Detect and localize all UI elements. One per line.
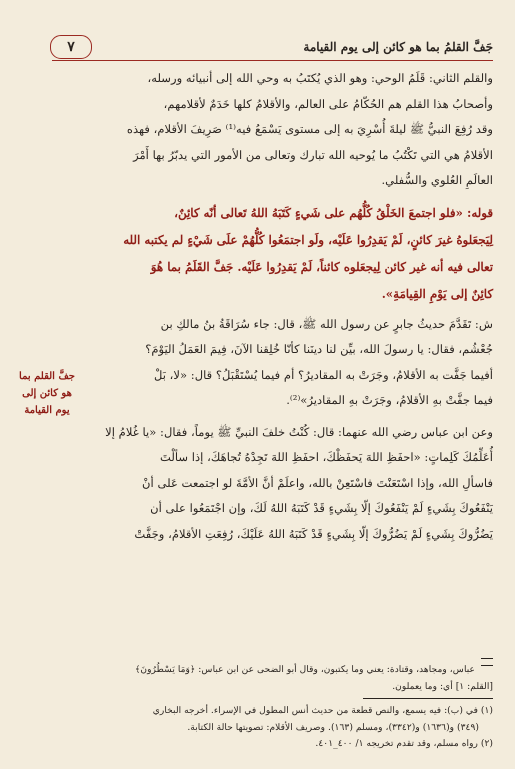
- footnote-carry-line: عباس، ومجاهد، وقتادة: يعني وما يكتبون، وقال أبو الضحى عن ابن عباس: ﴿وَمَا يَسْطُرُونَ﴾: [134, 664, 475, 675]
- text-line: العالَمِ العُلوي والسُّفلي.: [381, 173, 493, 187]
- text-line: يَضُرُّوكَ بِشَيءٍ لَمْ يَضُرُّوكَ إلّا بِشَيءٍ قَدْ كَتَبَهُ اللهُ عَلَيْكَ، رُفِعَتِ الأقلامُ، وجَفَّتْ: [134, 526, 493, 541]
- text-line: والقلم الثاني: قَلَمُ الوحي: وهو الذي يُكتَبُ به وحي الله إلى أنبيائه ورسله،: [147, 71, 493, 85]
- footnote-carry-line: [القلم: ١] أي: وما يعملون.: [392, 680, 493, 692]
- margin-heading: [8, 368, 86, 419]
- footnote-divider: [363, 698, 493, 699]
- page-header: [52, 34, 493, 61]
- footnote-line: (٢) رواه مسلم، وقد تقدم تخريجه ١/ ٤٠٠_٤٠١.: [315, 738, 493, 749]
- text-line: يَنْفَعُوكَ بِشَيءٍ لَمْ يَنْفَعُوكَ إلّا بِشَيءٍ قَدْ كَتَبَهُ اللهُ لَكَ، وإن اجْتَمَعُوا على أن: [150, 501, 493, 515]
- margin-line: هو كائن إلى: [22, 388, 72, 399]
- paragraph-second-pen: [52, 66, 493, 194]
- text-line: فيما جفَّتْ بهِ الأقلامُ، وجَرَتْ بهِ المقاديرُ»⁽²⁾.: [286, 393, 493, 407]
- text-line: وعن ابن عباس رضي الله عنهما: قال: كُنْتُ خلفَ النبيِّ ﷺ يوماً، فقال: «يا غُلامُ إلا: [105, 424, 493, 439]
- text-line: أفيما جَفَّت به الأقلامُ، وجَرَتْ به المقاديرُ؟ أم فيما يُسْتَقْبَلُ؟ قال: «لا، بَلْ: [153, 367, 493, 382]
- text-line: فاسألِ الله، وإذا اسْتَعَنْتَ فاسْتَعِنْ بالله، واعلَمْ أنَّ الأمَّةَ لو اجتمعت عَلى أنْ: [142, 475, 493, 490]
- text-line: الأقلامُ هي التي تَكْتُبُ ما يُوحيه الله تبارك وتعالى من الأمور التي يدبّرُ بها أَمْرَ: [133, 147, 493, 162]
- text-line: جُعْشُم، فقال: يا رسولَ الله، بيِّن لنا دينَنا كأنّا خُلِقنا الآنَ، فِيمَ العَمَلُ اليَوْمَ؟: [145, 342, 493, 356]
- text-line: ش: تَقَدَّمَ حديثُ جابرٍ عن رسول الله ﷺ، قال: جاء سُرَاقَةُ بنُ مالكِ بن: [160, 316, 493, 331]
- text-line: أُعَلِّمُكَ كَلِماتٍ: «احفَظِ اللهَ يَحفَظْكَ، احفَظِ اللهَ تَجِدْهُ تُجاهَكَ، إذا سألْتَ: [159, 450, 493, 464]
- quote-line: لِيَجعَلوهُ غيرَ كائنٍ، لَمْ يَقدِرُوا عَلَيْه، ولَو اجتمَعُوا كُلُّهُمْ علَى شَيْءٍ لم يكتبه الله: [123, 232, 493, 247]
- quote-line: كائِنٌ إلى يَوْمِ القِيامَةِ».: [381, 286, 493, 301]
- paragraph-ibn-abbas: [52, 420, 493, 548]
- margin-line: جفَّ القلم بما: [19, 371, 75, 382]
- running-title: جَفَّ القلمُ بما هو كائن إلى يوم القيامة: [303, 40, 493, 54]
- paragraph-commentary: [52, 312, 493, 414]
- main-text: [52, 66, 493, 547]
- text-line: وأصحابُ هذا القلم هم الحُكّامُ على العالم، والأقلامُ كلها خَدَمٌ لأقلامهم،: [163, 96, 493, 111]
- footnote-rule-icon: [481, 658, 493, 666]
- footnote-line: (٣٤٩) و(١٦٣٦) و(٣٣٤٢)، ومسلم (١٦٣). وصريف الأقلام: تصويتها حالة الكتابة.: [187, 721, 479, 733]
- hadith-quote: [52, 200, 493, 308]
- footnote-line: (١) في (ب): فيه يسمع، والنص قطعة من حديث أنس المطول في الإسراء. أخرجه البخاري: [152, 705, 493, 716]
- page-number: ٧: [50, 35, 92, 59]
- text-line: وقد رُفِعَ النبيُّ ﷺ ليلةَ أُسْرِيَ به إلى مستوى يَسْمَعُ فيه⁽¹⁾ صَرِيفَ الأقلام، فهذه: [126, 122, 493, 136]
- quote-line: قوله: «فلو اجتمعَ الخَلْقُ كُلُّهُم على شَيءٍ كَتَبَهُ اللهُ تَعالى أنّه كائِنٌ،: [174, 205, 493, 220]
- footnotes: [52, 662, 493, 753]
- quote-line: تعالى فيه أنه غير كائن لِيجعَلوه كائناً، لَمْ يَقدِرُوا عَلَيْه. جَفَّ القَلَمُ بما هُوَ: [150, 259, 493, 274]
- margin-line: يوم القيامة: [24, 405, 70, 416]
